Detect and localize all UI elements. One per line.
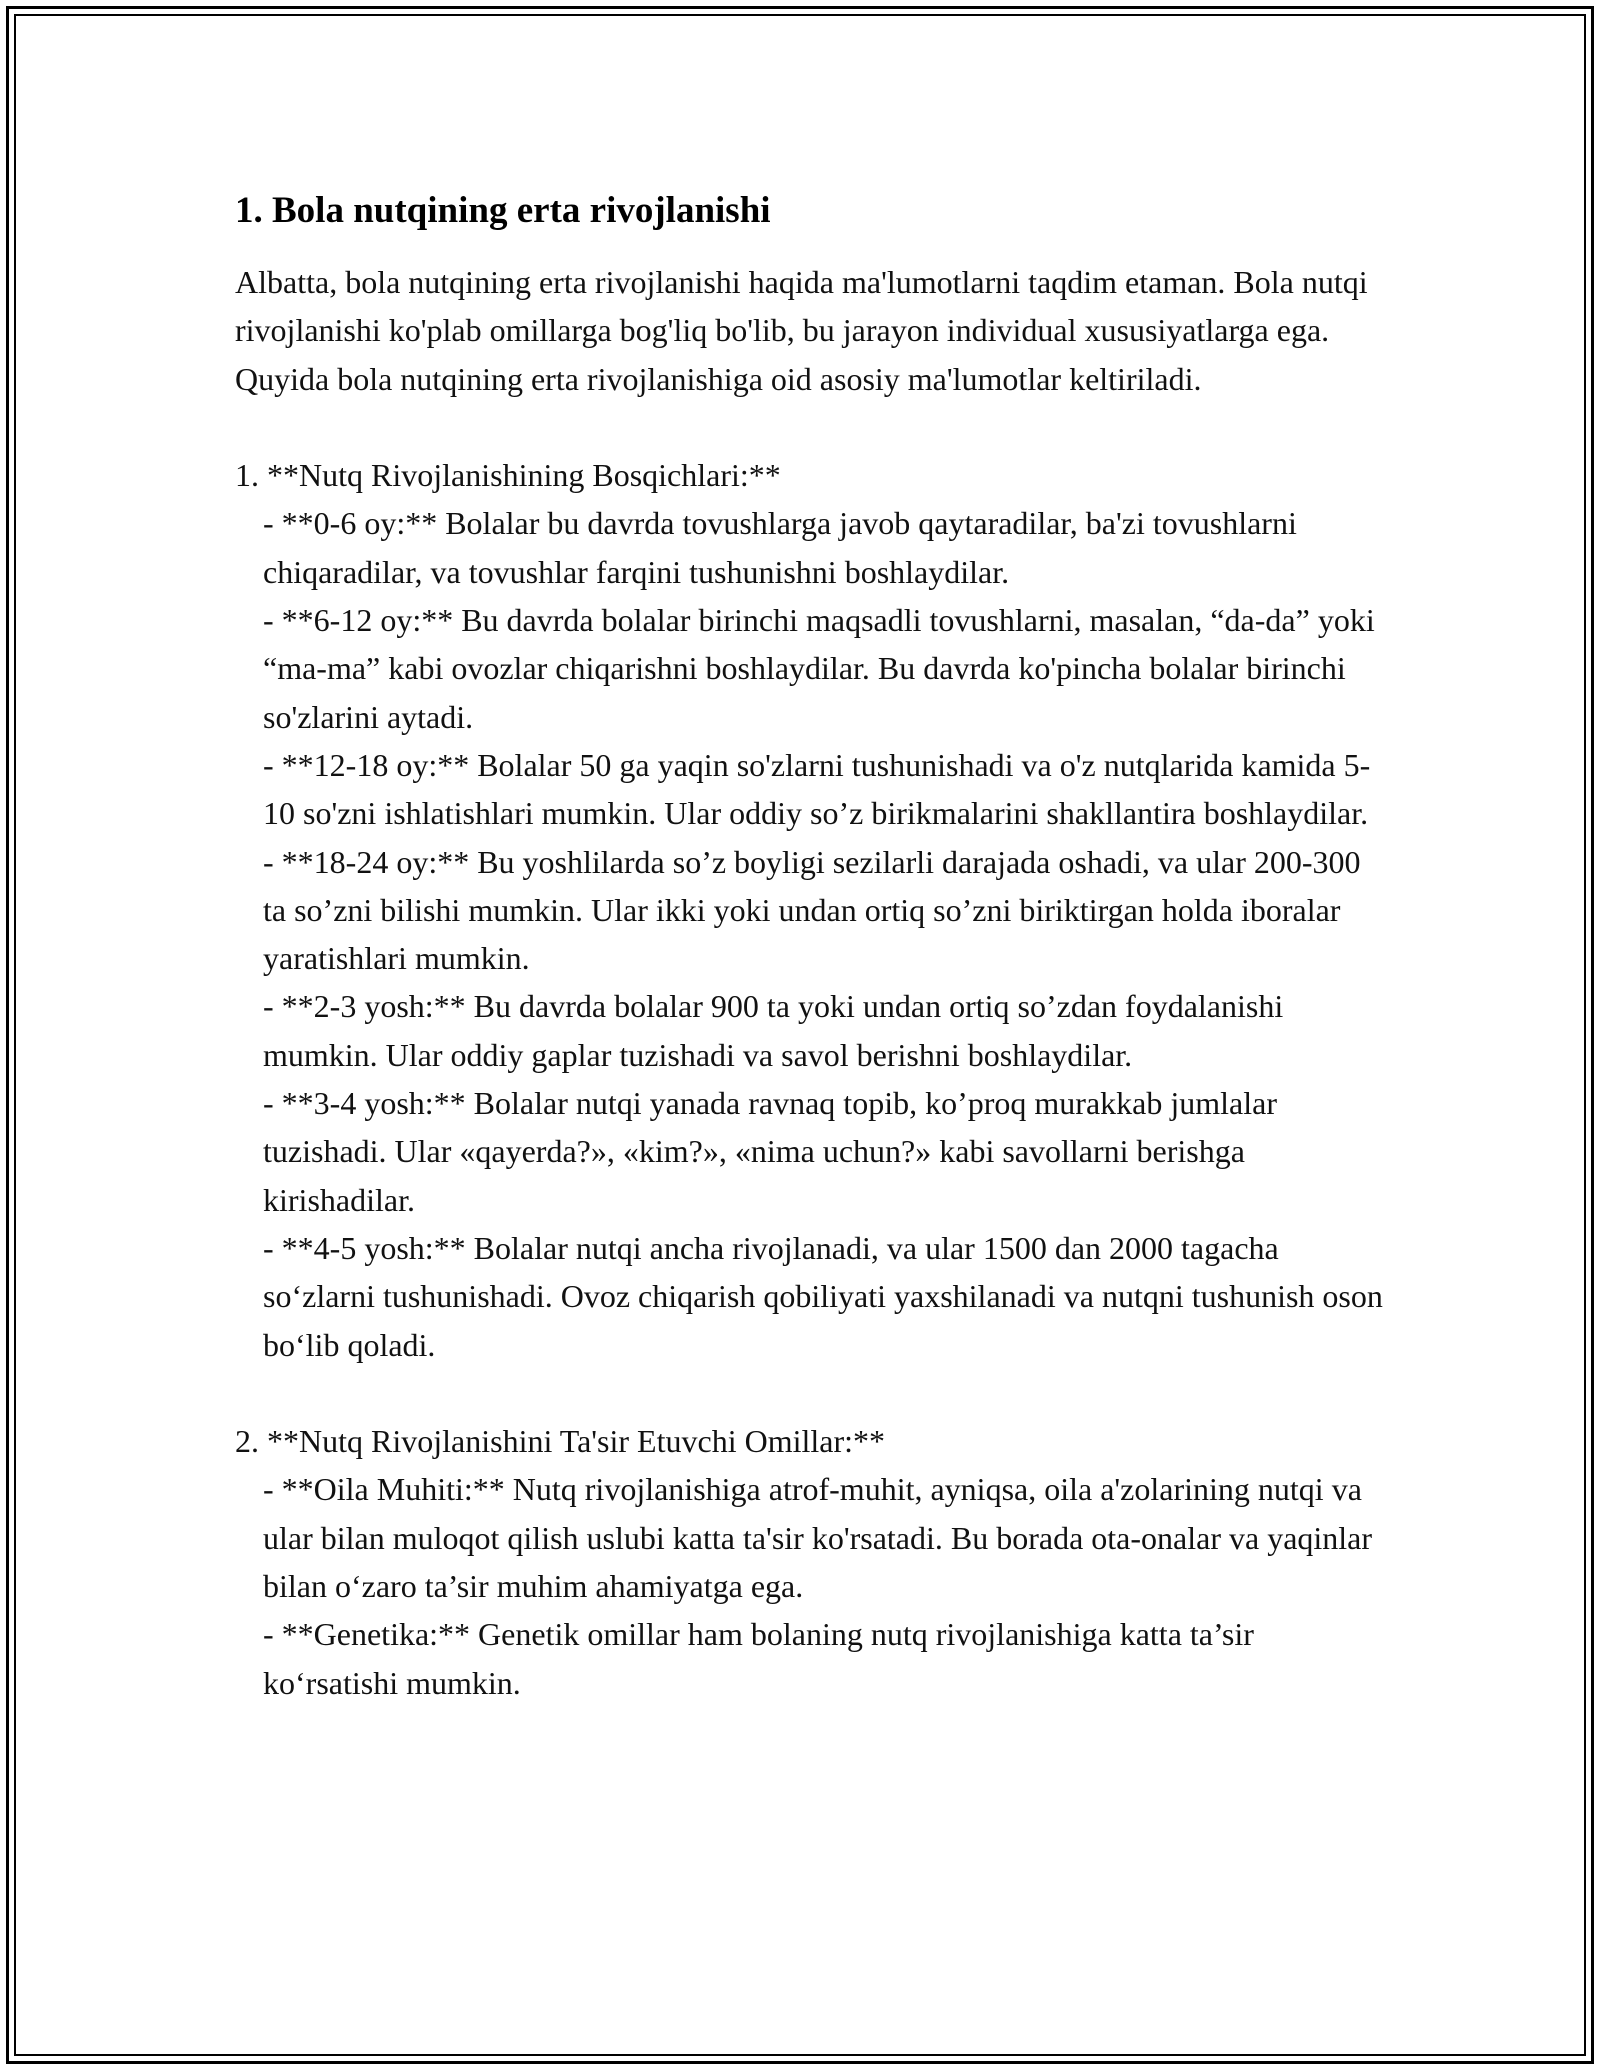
list-item-genetics: - **Genetika:** Genetik omillar ham bolaning nutq rivojlanishiga katta ta’sir ko‘rsatishi mumkin. [263, 1616, 1254, 1701]
list-title-stages: 1. **Nutq Rivojlanishining Bosqichlari:** [235, 457, 781, 494]
list-item-3-4-years: - **3-4 yosh:** Bolalar nutqi yanada ravnaq topib, ko’proq murakkab jumlalar tuzishadi. Ular «qayerda?», «kim?», «nima uchun?» kabi savollarni berishga kirishadilar. [263, 1085, 1277, 1218]
list-item-4-5-years: - **4-5 yosh:** Bolalar nutqi ancha rivojlanadi, va ular 1500 dan 2000 tagacha so‘zlarni tushunishadi. Ovoz chiqarish qobiliyati yaxshilanadi va nutqni tushunish oson bo‘lib qoladi. [263, 1229, 1383, 1363]
list-item-6-12-months: - **6-12 oy:** Bu davrda bolalar birinchi maqsadli tovushlarni, masalan, “da-da” yoki “ma-ma” kabi ovozlar chiqarishni boshlaydilar. Bu davrda ko'pincha bolalar birinchi so'zlarini aytadi. [263, 602, 1375, 735]
list-item-family-environment: - **Oila Muhiti:** Nutq rivojlanishiga atrof-muhit, ayniqsa, oila a'zolarining nutqi va ular bilan muloqot qilish uslubi katta ta'sir ko'rsatadi. Bu borada ota-onalar va yaqinlar bilan o‘zaro ta’sir muhim ahamiyatga ega. [263, 1471, 1373, 1605]
list-title-factors: 2. **Nutq Rivojlanishini Ta'sir Etuvchi Omillar:** [235, 1423, 885, 1460]
list-item-18-24-months: - **18-24 oy:** Bu yoshlilarda so’z boyligi sezilarli darajada oshadi, va ular 200-300 ta so’zni bilishi mumkin. Ular ikki yoki undan ortiq so’zni biriktirgan holda iboralar yaratishlari mumkin. [263, 843, 1361, 977]
intro-paragraph: Albatta, bola nutqining erta rivojlanishi haqida ma'lumotlarni taqdim etaman. Bola nutqi rivojlanishi ko'plab omillarga bog'liq bo'lib, bu jarayon individual xususiyatlarga ega. Quyida bola nutqining erta rivojlanishiga oid asosiy ma'lumotlar keltiriladi. [235, 264, 1368, 397]
document-page [235, 186, 1385, 1707]
blank-line [235, 1369, 1385, 1417]
list-item-2-3-years: - **2-3 yosh:** Bu davrda bolalar 900 ta yoki undan ortiq so’zdan foydalanishi mumkin. Ular oddiy gaplar tuzishadi va savol berishni boshlaydilar. [263, 988, 1284, 1073]
section-heading: 1. Bola nutqining erta rivojlanishi [235, 190, 771, 231]
blank-line [235, 403, 1385, 451]
list-item-12-18-months: - **12-18 oy:** Bolalar 50 ga yaqin so'zlarni tushunishadi va o'z nutqlarida kamida 5-10 so'zni ishlatishlari mumkin. Ular oddiy so’z birikmalarini shakllantira boshlaydilar. [263, 746, 1371, 832]
list-item-0-6-months: - **0-6 oy:** Bolalar bu davrda tovushlarga javob qaytaradilar, ba'zi tovushlarni chiqaradilar, va tovushlar farqini tushunishni boshlaydilar. [263, 505, 1297, 590]
